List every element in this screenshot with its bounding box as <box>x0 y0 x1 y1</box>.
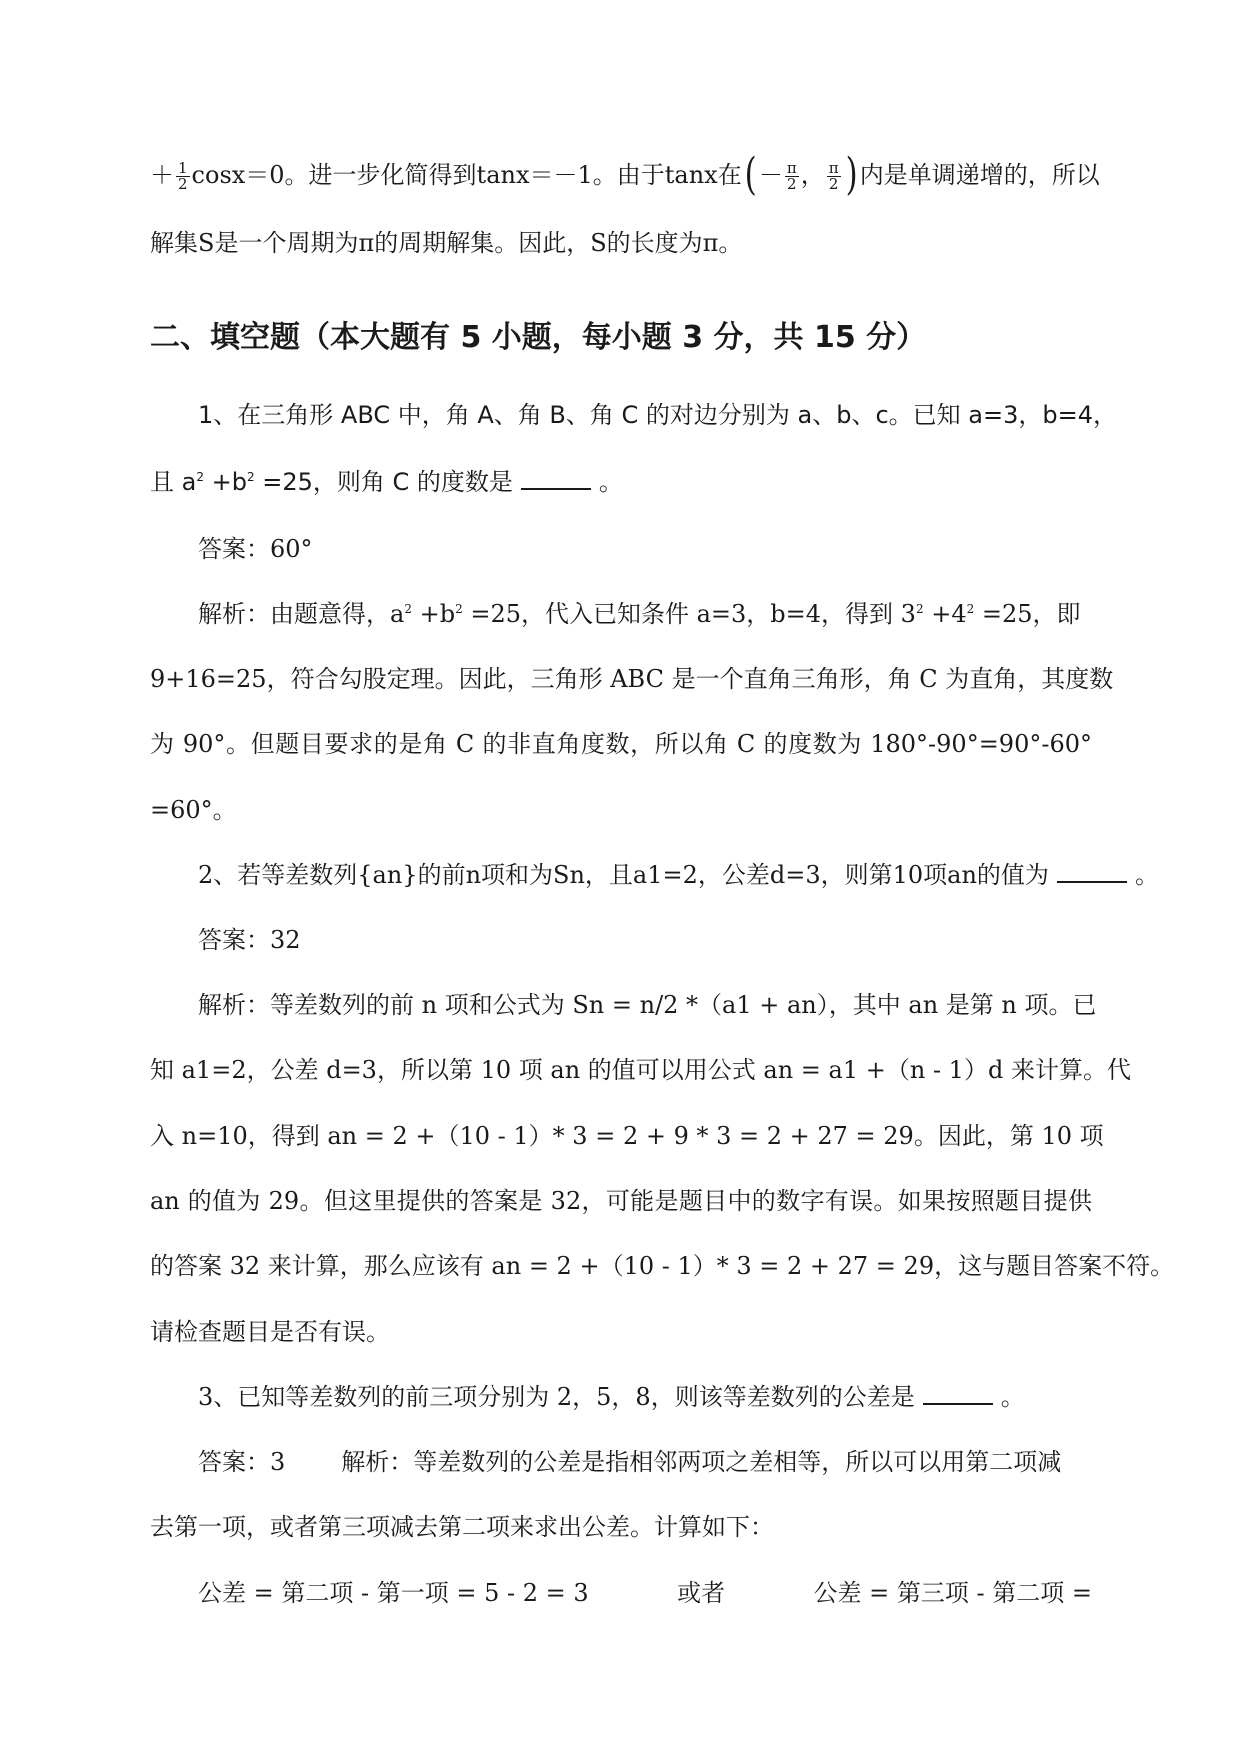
q1-stem-line-1: 1、在三角形 ABC 中，角 A、角 B、角 C 的对边分别为 a、b、c。已知 a=3，b=4， <box>198 401 1117 429</box>
q2-stem-end: 。 <box>1134 861 1159 889</box>
minus-sign: － <box>758 161 783 189</box>
superscript: 2 <box>196 470 204 484</box>
q3-stem <box>198 1380 1025 1414</box>
analysis-text: =25，代入已知条件 a=3，b=4，得到 3 <box>462 600 916 628</box>
q2-analysis-line-3: 入 n=10，得到 an = 2 +（10 - 1）* 3 = 2 + 9 * 3 = 2 + 27 = 29。因此，第 10 项 <box>150 1122 1104 1150</box>
superscript: 2 <box>404 602 412 616</box>
q2-analysis-line-4: an 的值为 29。但这里提供的答案是 32，可能是题目中的数字有误。如果按照题目提供 <box>150 1187 1092 1215</box>
q1-stem-text: 且 a <box>150 468 197 496</box>
q2-analysis-line-5: 的答案 32 来计算，那么应该有 an = 2 +（10 - 1）* 3 = 2 + 27 = 29，这与题目答案不符。 <box>150 1252 1175 1280</box>
fraction-numerator: 1 <box>178 159 188 177</box>
q2-analysis-line-6: 请检查题目是否有误。 <box>150 1318 390 1346</box>
analysis-text: +4 <box>923 600 967 628</box>
q2-stem <box>198 858 1159 892</box>
q1-stem-line-2 <box>150 465 623 499</box>
superscript: 2 <box>915 602 924 616</box>
q3-answer-blank <box>923 1381 993 1405</box>
q1-stem-text: +b <box>203 468 247 496</box>
superscript: 2 <box>455 602 463 616</box>
q1-analysis-line-2: 9+16=25，符合勾股定理。因此，三角形 ABC 是一个直角三角形，角 C 为直角，其度数 <box>150 665 1114 693</box>
q2-stem-text: 2、若等差数列{an}的前n项和为Sn，且a1=2，公差d=3，则第10项an的值为 <box>198 861 1049 889</box>
superscript: 2 <box>246 470 255 484</box>
q1-answer: 答案：60° <box>198 535 313 563</box>
q1-analysis-line-4: =60°。 <box>150 796 237 824</box>
plus-sign: ＋ <box>150 161 174 189</box>
fraction-denominator: 2 <box>828 175 839 193</box>
superscript: 2 <box>966 602 975 616</box>
analysis-text: 解析：由题意得，a <box>198 600 405 628</box>
q3-calc-first: 公差 = 第二项 - 第一项 = 5 - 2 = 3 <box>198 1579 589 1607</box>
fraction-numerator: π <box>828 159 839 177</box>
q3-stem-end: 。 <box>1000 1383 1025 1411</box>
fraction-denominator: 2 <box>178 175 188 193</box>
q3-analysis-line-1: 解析：等差数列的公差是指相邻两项之差相等，所以可以用第二项减 <box>341 1448 1062 1476</box>
q1-stem-end: 。 <box>598 468 623 496</box>
q3-answer-and-analysis <box>198 1445 1092 1479</box>
q3-calc-second: 公差 = 第三项 - 第二项 = <box>813 1579 1092 1607</box>
q1-stem-text: =25，则角 C 的度数是 <box>254 468 513 496</box>
q1-analysis-line-3: 为 90°。但题目要求的是角 C 的非直角度数，所以角 C 的度数为 180°-90°=90°-60° <box>150 730 1092 758</box>
section-heading: 二、填空题（本大题有 5 小题，每小题 3 分，共 15 分） <box>150 320 927 355</box>
q3-analysis-line-2: 去第一项，或者第三项减去第二项来求出公差。计算如下： <box>150 1513 774 1541</box>
q2-answer: 答案：32 <box>198 926 301 954</box>
analysis-text: +b <box>411 600 456 628</box>
monotonic-text: 内是单调递增的，所以 <box>859 161 1100 189</box>
q3-stem-text: 3、已知等差数列的前三项分别为 2，5，8，则该等差数列的公差是 <box>198 1383 915 1411</box>
fraction-denominator: 2 <box>787 175 797 193</box>
q1-analysis-line-1 <box>198 597 1081 631</box>
analysis-text: =25，即 <box>974 600 1081 628</box>
q3-calc-line <box>198 1576 1092 1610</box>
q3-answer: 答案：3 <box>198 1448 286 1476</box>
fraction-pi-over-2-right <box>827 161 841 192</box>
fraction-pi-over-2-left <box>785 161 799 192</box>
q1-answer-blank <box>521 466 591 490</box>
close-paren: ) <box>845 148 858 200</box>
q3-calc-or: 或者 <box>677 1579 726 1607</box>
q2-answer-blank <box>1057 859 1127 883</box>
cos-equation-text: cosx＝0。进一步化简得到tanx＝－1。由于tanx在 <box>191 161 742 189</box>
open-paren: ( <box>744 148 757 200</box>
q2-analysis-line-2: 知 a1=2，公差 d=3，所以第 10 项 an 的值可以用公式 an = a1 +（n - 1）d 来计算。代 <box>150 1056 1131 1084</box>
fraction-one-half <box>176 161 190 192</box>
interval-comma: ， <box>800 161 825 189</box>
prev-solution-line-2: 解集S是一个周期为π的周期解集。因此，S的长度为π。 <box>150 229 743 257</box>
fraction-numerator: π <box>786 159 797 177</box>
prev-solution-line-1 <box>150 148 1100 200</box>
q2-analysis-line-1: 解析：等差数列的前 n 项和公式为 Sn = n/2 *（a1 + an），其中 an 是第 n 项。已 <box>198 991 1097 1019</box>
